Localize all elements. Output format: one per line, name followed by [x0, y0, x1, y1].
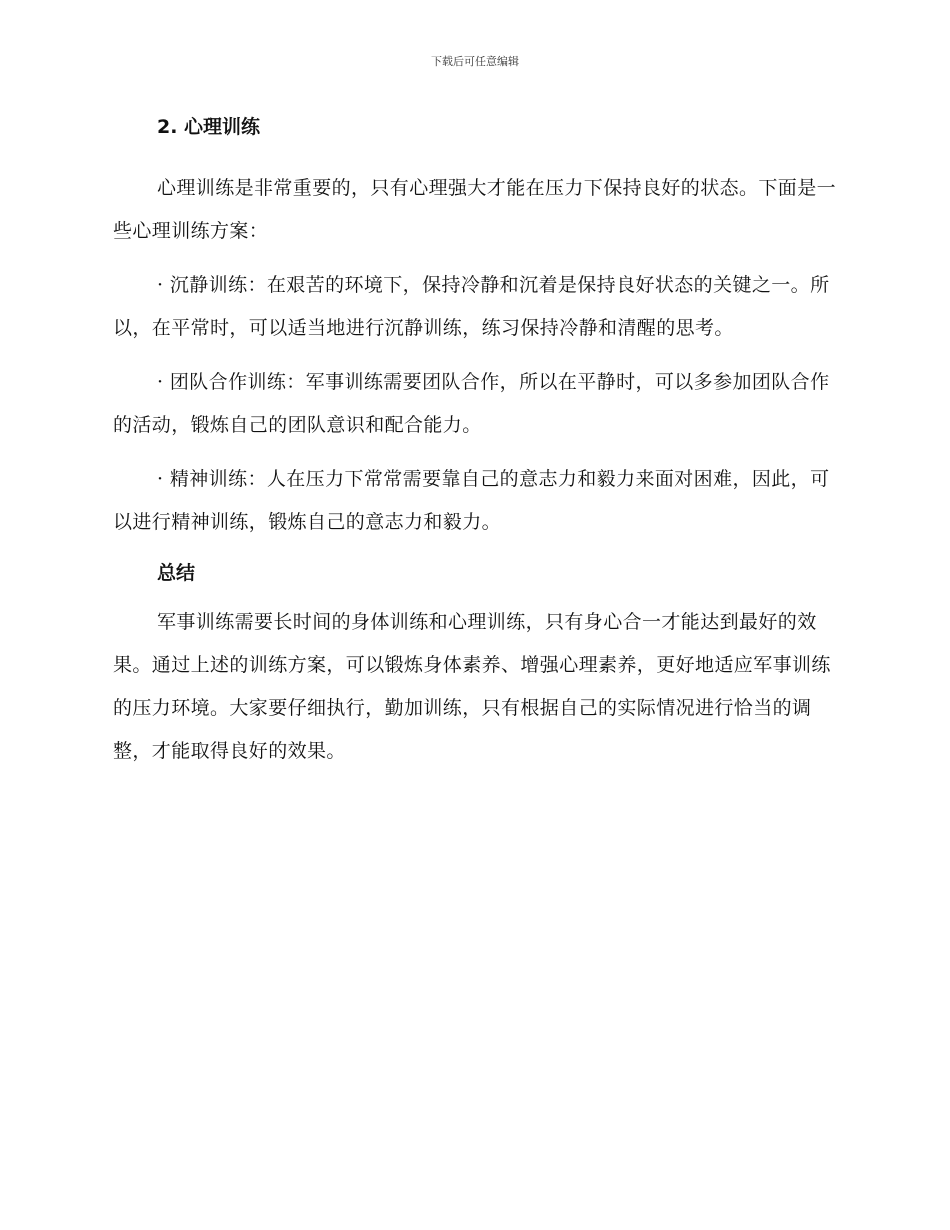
summary-heading: 总结: [157, 562, 196, 584]
bullet-paragraph-spirit-training: · 精神训练：人在压力下常常需要靠自己的意志力和毅力来面对困难，因此，可以进行精神训练，锻炼自己的意志力和毅力。: [113, 468, 830, 533]
bullet-paragraph-teamwork-training: · 团队合作训练：军事训练需要团队合作，所以在平静时，可以多参加团队合作的活动，锻炼自己的团队意识和配合能力。: [113, 371, 830, 436]
document-body: [113, 110, 837, 773]
section-heading: 2. 心理训练: [157, 116, 261, 138]
page-header-note: 下载后可任意编辑: [431, 55, 519, 68]
summary-paragraph: 军事训练需要长时间的身体训练和心理训练，只有身心合一才能达到最好的效果。通过上述的训练方案，可以锻炼身体素养、增强心理素养，更好地适应军事训练的压力环境。大家要仔细执行，勤加训练，只有根据自己的实际情况进行恰当的调整，才能取得良好的效果。: [113, 611, 831, 762]
intro-paragraph: 心理训练是非常重要的，只有心理强大才能在压力下保持良好的状态。下面是一些心理训练方案：: [113, 177, 837, 242]
bullet-paragraph-calm-training: · 沉静训练：在艰苦的环境下，保持冷静和沉着是保持良好状态的关键之一。所以，在平常时，可以适当地进行沉静训练，练习保持冷静和清醒的思考。: [113, 274, 830, 339]
